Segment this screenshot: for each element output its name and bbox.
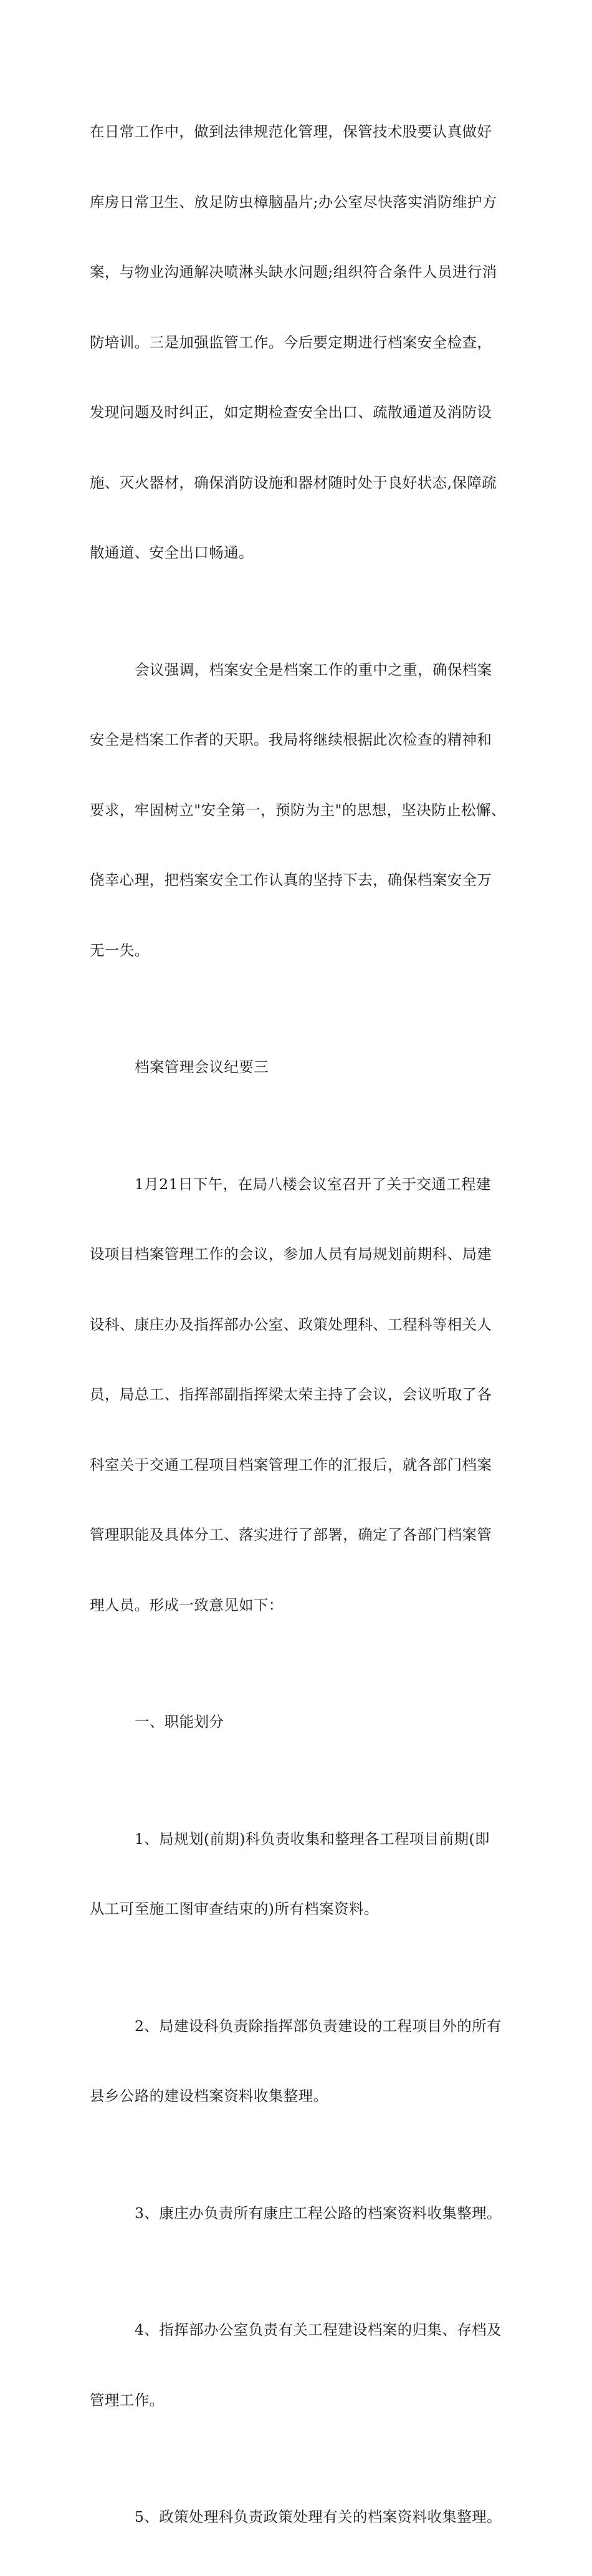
- text-line: 案，与物业沟通解决喷淋头缺水问题;组织符合条件人员进行消: [90, 263, 497, 281]
- list-item-5: [90, 2459, 502, 2576]
- text-line: 3、康庄办负责所有康庄工程公路的档案资料收集整理。: [135, 2204, 502, 2222]
- text-line: 无一失。: [90, 941, 150, 959]
- text-line: 管理工作。: [90, 2391, 165, 2409]
- list-item-3: [90, 2155, 502, 2272]
- list-item-1: [90, 1781, 502, 1968]
- text-line: 防培训。三是加强监管工作。今后要定期进行档案安全检查，: [90, 333, 492, 351]
- text-line: 县乡公路的建设档案资料收集整理。: [90, 2087, 328, 2105]
- paragraph-fire-safety-measures: [90, 74, 502, 612]
- text-line: 在日常工作中，做到法律规范化管理，保管技术股要认真做好: [90, 123, 492, 140]
- text-line: 安全是档案工作者的天职。我局将继续根据此次检查的精神和: [90, 731, 492, 748]
- list-item-2: [90, 1968, 502, 2155]
- text-line: 从工可至施工图审查结束的)所有档案资料。: [90, 1900, 379, 1918]
- text-line: 理人员。形成一致意见如下：: [90, 1596, 284, 1614]
- text-line: 库房日常卫生、放足防虫樟脑晶片;办公室尽快落实消防维护方: [90, 193, 497, 211]
- section-heading-minutes-three: [90, 1009, 502, 1126]
- section-heading: 档案管理会议纪要三: [135, 1058, 269, 1076]
- text-line: 设科、康庄办及指挥部办公室、政策处理科、工程科等相关人: [90, 1315, 492, 1333]
- text-line: 1、局规划(前期)科负责收集和整理各工程项目前期(即: [135, 1830, 490, 1848]
- text-line: 科室关于交通工程项目档案管理工作的汇报后，就各部门档案: [90, 1455, 492, 1474]
- text-line: 会议强调，档案安全是档案工作的重中之重，确保档案: [135, 660, 492, 678]
- text-line: 散通道、安全出口畅通。: [90, 544, 254, 561]
- paragraph-meeting-overview: [90, 1126, 502, 1664]
- list-item-4: [90, 2272, 502, 2459]
- text-line: 员，局总工、指挥部副指挥梁太荣主持了会议，会议听取了各: [90, 1386, 492, 1403]
- text-line: 发现问题及时纠正，如定期检查安全出口、疏散通道及消防设: [90, 403, 492, 421]
- text-line: 1月21日下午，在局八楼会议室召开了关于交通工程建: [135, 1175, 491, 1193]
- text-line: 管理职能及具体分工、落实进行了部署，确定了各部门档案管: [90, 1526, 492, 1543]
- text-line: 4、指挥部办公室负责有关工程建设档案的归集、存档及: [135, 2321, 502, 2338]
- text-line: 侥幸心理，把档案安全工作认真的坚持下去，确保档案安全万: [90, 871, 492, 889]
- text-line: 要求，牢固树立"安全第一，预防为主"的思想，坚决防止松懈、: [90, 801, 506, 819]
- text-line: 设项目档案管理工作的会议，参加人员有局规划前期科、局建: [90, 1245, 492, 1263]
- paragraph-meeting-emphasis: [90, 612, 506, 1010]
- text-line: 5、政策处理科负责政策处理有关的档案资料收集整理。: [135, 2508, 502, 2525]
- subheading: 一、职能划分: [135, 1713, 224, 1730]
- text-line: 2、局建设科负责除指挥部负责建设的工程项目外的所有: [135, 2017, 502, 2035]
- subheading-duty-division: [90, 1664, 502, 1781]
- document-body: [90, 74, 506, 2576]
- text-line: 施、灭火器材，确保消防设施和器材随时处于良好状态,保障疏: [90, 473, 497, 491]
